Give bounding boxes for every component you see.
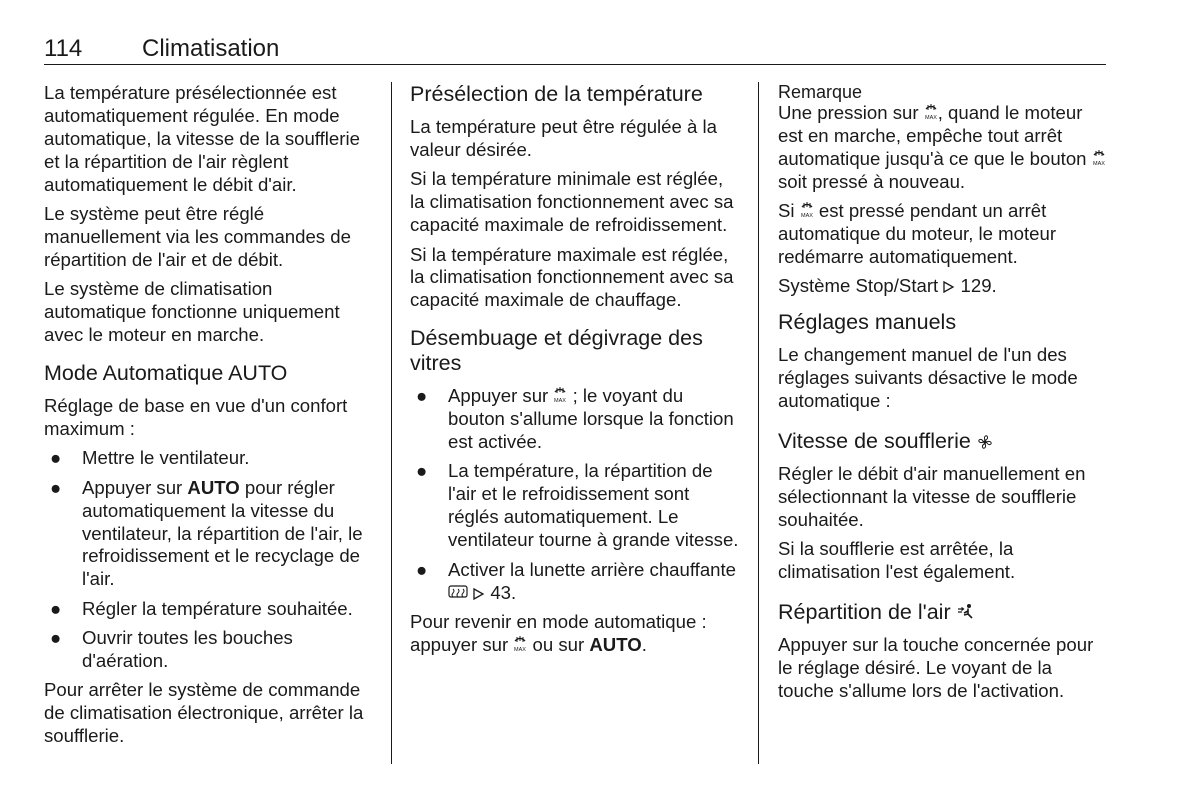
heading-text: Vitesse de soufflerie: [778, 428, 977, 453]
column-1: [44, 82, 374, 755]
svg-text:MAX: MAX: [514, 646, 527, 653]
max-defrost-icon: [1092, 149, 1106, 167]
paragraph-text: .: [641, 633, 647, 655]
paragraph: Si la température minimale est réglée, la climatisation fonctionnement avec sa capacité maximale de refroidissement.: [410, 168, 734, 236]
page-number: 114: [44, 35, 83, 62]
svg-text:MAX: MAX: [554, 398, 567, 405]
bullet-icon: ●: [50, 597, 62, 619]
air-distribution-icon: [957, 603, 975, 621]
paragraph: Le système de climatisation automatique fonctionne uniquement avec le moteur en marche.: [44, 278, 340, 346]
paragraph: Réglage de base en vue d'un confort maximum :: [44, 394, 348, 439]
bullet-icon: ●: [50, 447, 62, 469]
paragraph-text: est pressé pendant un arrêt automatique du moteur, le moteur redémarre automatiquement.: [778, 200, 1057, 267]
list-item: [410, 385, 742, 454]
list-item-text: Appuyer sur: [82, 476, 188, 498]
page-reference-arrow-icon: [943, 280, 955, 294]
bullet-list: [410, 385, 742, 604]
section-heading: [778, 600, 1108, 625]
rear-window-heating-icon: [448, 585, 468, 601]
paragraph-text: ou sur: [527, 633, 590, 655]
paragraph: La température peut être régulée à la valeur désirée.: [410, 116, 717, 160]
list-item-text: Ouvrir toutes les bouches d'aération.: [82, 627, 293, 672]
paragraph: [778, 275, 1108, 298]
paragraph-text: , quand le moteur est en marche, empêche tout arrêt automatique jusqu'à ce que le bouton: [778, 102, 1092, 169]
section-heading: Mode Automatique AUTO: [44, 360, 288, 385]
max-defrost-icon: [513, 635, 527, 653]
max-defrost-icon: [924, 103, 938, 121]
chapter-title: Climatisation: [142, 35, 280, 62]
auto-label: AUTO: [187, 476, 240, 498]
list-item: [410, 559, 742, 605]
list-item-text: Activer la lunette arrière chauffante: [448, 558, 737, 580]
section-heading: Réglages manuels: [778, 310, 957, 335]
list-item: [44, 598, 374, 621]
paragraph: Si la soufflerie est arrêtée, la climatisation l'est également.: [778, 538, 1016, 583]
note-heading: Remarque: [778, 82, 863, 102]
paragraph-text: soit pressé à nouveau.: [778, 170, 966, 192]
bullet-icon: ●: [50, 627, 62, 649]
paragraph: Le changement manuel de l'un des réglages suivants désactive le mode automatique :: [778, 344, 1078, 412]
list-item: [410, 460, 742, 552]
list-item-text: Appuyer sur: [448, 385, 554, 407]
paragraph: Pour arrêter le système de commande de climatisation électronique, arrêter la soufflerie.: [44, 679, 364, 747]
svg-text:MAX: MAX: [924, 115, 937, 121]
svg-text:MAX: MAX: [1092, 160, 1105, 167]
paragraph: Régler le débit d'air manuellement en sélectionnant la vitesse de soufflerie souhaitée.: [778, 462, 1086, 530]
list-item-text: La température, la répartition de l'air et le refroidissement sont réglés automatiquement. Le ventilateur tourne à grande vitesse.: [448, 460, 739, 551]
paragraph-text: Une pression sur: [778, 102, 924, 123]
paragraph: [778, 102, 1108, 194]
svg-text:MAX: MAX: [800, 213, 813, 220]
bullet-icon: ●: [416, 460, 428, 482]
paragraph: [410, 611, 742, 657]
paragraph-text: Système Stop/Start: [778, 275, 944, 297]
paragraph-text: Si: [778, 200, 800, 222]
section-heading: [778, 429, 1108, 454]
page-reference: 43.: [490, 581, 517, 603]
page-header: [44, 34, 1106, 65]
bullet-list: [44, 447, 374, 673]
section-heading: Présélection de la température: [410, 82, 703, 106]
column-divider: [391, 82, 392, 764]
auto-label: AUTO: [589, 633, 642, 655]
page-reference: 129.: [960, 275, 997, 297]
list-item: [44, 477, 374, 592]
max-defrost-icon: [553, 386, 567, 404]
column-3: [778, 82, 1108, 709]
bullet-icon: ●: [416, 558, 428, 580]
column-2: [410, 82, 742, 663]
list-item: [44, 447, 374, 470]
paragraph: [778, 200, 1108, 269]
max-defrost-icon: [800, 201, 814, 219]
paragraph: Si la température maximale est réglée, la climatisation fonctionnement avec sa capacité maximale de chauffage.: [410, 243, 734, 311]
fan-icon: [977, 434, 993, 450]
list-item: [44, 627, 374, 673]
column-divider: [758, 82, 759, 764]
list-item-text: ; le voyant du bouton s'allume lorsque la fonction est activée.: [448, 385, 734, 453]
bullet-icon: ●: [416, 385, 428, 407]
paragraph: La température présélectionnée est automatiquement régulée. En mode automatique, la vitesse de la soufflerie et la répartition de l'air règlent automatiquement le débit d'air.: [44, 82, 360, 195]
heading-text: Répartition de l'air: [778, 600, 957, 624]
list-item-text: Régler la température souhaitée.: [82, 597, 353, 619]
page-reference-arrow-icon: [473, 587, 485, 601]
bullet-icon: ●: [50, 476, 62, 498]
list-item-text: pour régler automatiquement la vitesse du ventilateur, la répartition de l'air, le refroidissement et le recyclage de l'air.: [82, 476, 363, 590]
list-item-text: Mettre le ventilateur.: [82, 447, 250, 469]
paragraph: Appuyer sur la touche concernée pour le réglage désiré. Le voyant de la touche s'allume lors de l'activation.: [778, 634, 1094, 701]
section-heading: Désembuage et dégivrage des vitres: [410, 326, 703, 376]
paragraph: Le système peut être réglé manuellement via les commandes de répartition de l'air et de débit.: [44, 203, 351, 270]
paragraph-text: Pour revenir en mode automatique : appuyer sur: [410, 610, 707, 655]
